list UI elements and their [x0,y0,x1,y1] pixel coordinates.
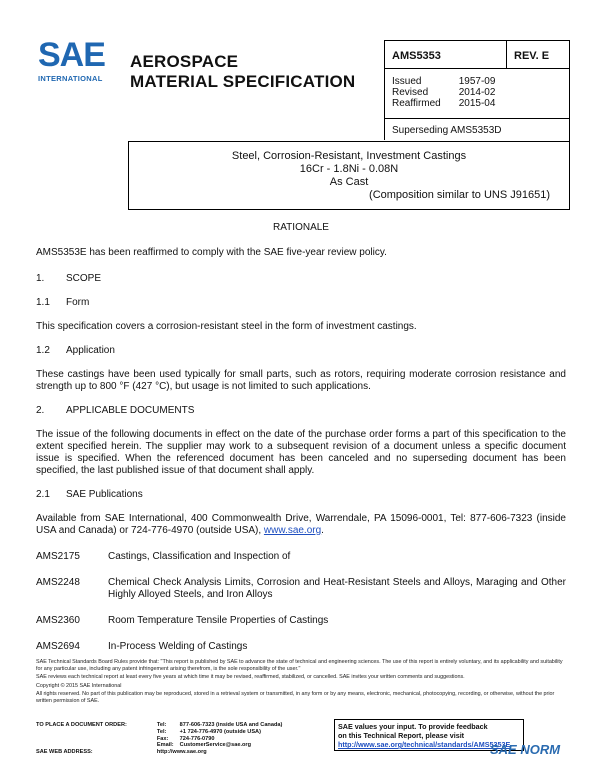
section-heading: 2.1 SAE Publications [36,489,143,500]
phone-number[interactable]: +1 724-776-4970 (outside USA) [179,728,261,735]
subject-border-bottom [128,209,570,210]
section-heading: 2. APPLICABLE DOCUMENTS [36,405,195,416]
date-row: Reaffirmed 2015-04 [392,98,496,109]
footer-paragraph: SAE reviews each technical report at least every five years at which time it may be revised, reaffirmed, stabilized, or cancelled. SAE invites your written comments and suggestions. [36,674,465,680]
section-heading: 1.1 Form [36,297,90,308]
rationale-heading: RATIONALE [273,222,329,233]
email-link[interactable]: CustomerService@sae.org [179,742,252,749]
header-divider [384,118,570,119]
sae-website-link[interactable]: www.sae.org [263,525,322,536]
revision-divider [506,40,507,68]
logo-text: SAE [38,36,105,74]
subject-line: As Cast [329,176,369,188]
legal-footer [36,659,566,706]
title-line-1: AEROSPACE [130,52,239,71]
feedback-box: SAE values your input. To provide feedback on this Technical Report, please visit http://www.sae.org/technical/standards/AMS5353E [334,719,524,751]
paragraph: The issue of the following documents in effect on the date of the purchase order forms a part of this specification to the extent specified herein. The supplier may work to a subsequent revision of a document unless a specific document issue is specified. When the referenced document has been canceled and no superseding document has been specified, the last published issue of that document shall apply. [36,429,566,476]
paragraph: This specification covers a corrosion-resistant steel in the form of investment castings. [36,321,417,332]
document-subject [128,150,570,202]
footer-paragraph: SAE Technical Standards Board Rules provide that: "This report is published by SAE to advance the state of technical and engineering sciences. The use of this report is entirely voluntary, and its applicability and suitability for any particular use, including any patent infringement arising therefrom, is the sole responsibility of the user." [36,659,563,672]
section-heading: 1. SCOPE [36,273,102,284]
document-body [36,222,566,653]
revision-label: REV. E [514,50,550,62]
title-line-2: MATERIAL SPECIFICATION [130,72,356,91]
document-number: AMS5353 [392,50,441,62]
order-contact-info: TO PLACE A DOCUMENT ORDER: Tel: 877-606-7323 (inside USA and Canada) Tel: +1 724-776-4970 (outside USA) Fax: 724-776-0790 Email: CustomerService@sae.org SAE WEB ADDRESS: http://www.sae.org [36,722,288,756]
date-row: Issued 1957-09 [392,76,496,87]
logo-subtext: INTERNATIONAL [38,74,103,83]
subject-line: 16Cr - 1.8Ni - 0.08N [299,163,399,175]
subject-line: Steel, Corrosion-Resistant, Investment Castings [231,150,467,162]
feedback-link[interactable]: http://www.sae.org/technical/standards/AMS5353E [338,740,511,749]
phone-number[interactable]: 877-606-7323 (inside USA and Canada) [179,722,283,728]
subject-line: (Composition similar to UNS J91651) [369,189,550,201]
subject-border-top [128,141,570,142]
date-row: Revised 2014-02 [392,87,496,98]
sae-logo [38,38,118,88]
document-type-title [130,52,355,92]
rationale-text: AMS5353E has been reaffirmed to comply with the SAE five-year review policy. [36,247,387,258]
header-divider [384,68,570,69]
reference-item: AMS2248 Chemical Check Analysis Limits, Corrosion and Heat-Resistant Steels and Alloys, Maraging and Other Highly Alloyed Steels, and Iron Alloys [36,577,566,600]
superseding-note: Superseding AMS5353D [392,125,502,136]
watermark-logo: SAE NORM [490,742,561,757]
footer-paragraph: All rights reserved. No part of this publication may be reproduced, stored in a retrieval system or transmitted, in any form or by any means, electronic, mechanical, photocopying, recording, or otherwise, without the prior written permission of SAE. [36,691,555,704]
fax-number: 724-776-0790 [179,735,215,742]
footer-paragraph: Copyright © 2015 SAE International [36,682,122,689]
paragraph: These castings have been used typically for small parts, such as rotors, requiring moderate corrosion resistance and strength up to 800 °F (427 °C), but usage is not limited to such applications. [36,369,566,392]
section-heading: 1.2 Application [36,345,115,356]
reference-item: AMS2175 Castings, Classification and Inspection of [36,551,291,562]
reference-item: AMS2694 In-Process Welding of Castings [36,641,248,652]
paragraph: Available from SAE International, 400 Commonwealth Drive, Warrendale, PA 15096-0001, Tel: 877-606-7323 (inside USA and Canada) or 724-776-4970 (outside USA), www.sae.org. [36,513,566,536]
web-address-link[interactable]: http://www.sae.org [156,749,207,756]
document-dates [392,76,513,109]
reference-item: AMS2360 Room Temperature Tensile Properties of Castings [36,615,329,626]
